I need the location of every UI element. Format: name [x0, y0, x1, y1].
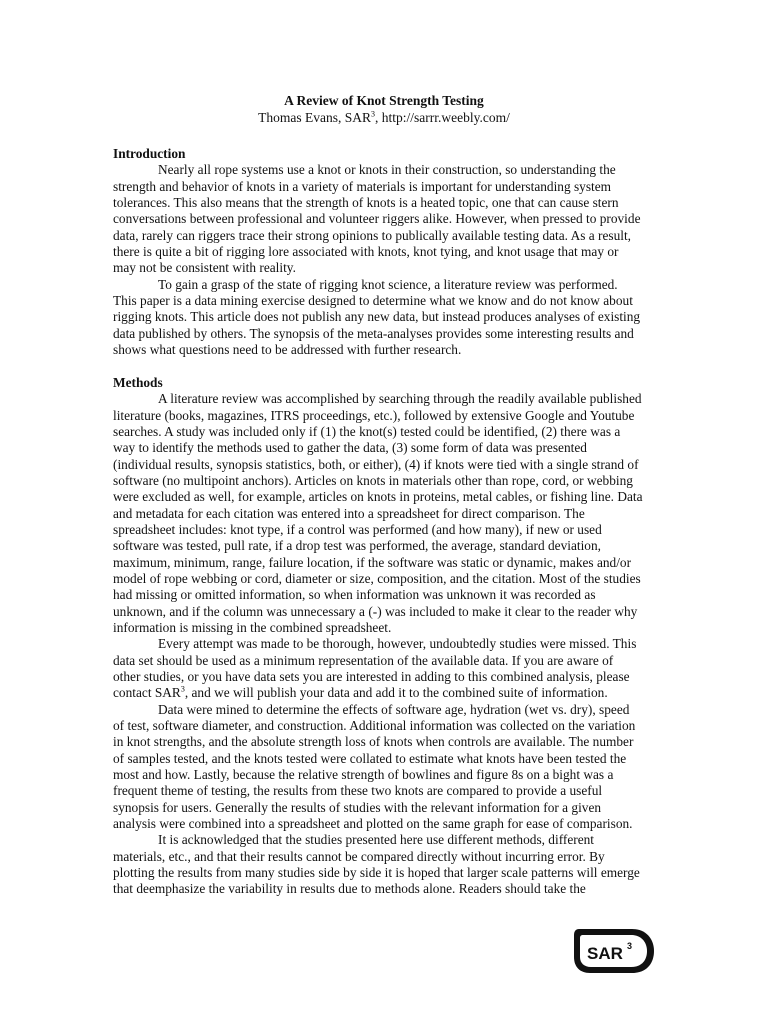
methods-p2-superscript: 3 [180, 684, 185, 694]
methods-paragraph-2 [113, 636, 643, 701]
author-name: Thomas Evans, SAR [258, 110, 372, 125]
introduction-heading: Introduction [113, 146, 186, 161]
author-superscript: 3 [371, 109, 376, 119]
paper-title: A Review of Knot Strength Testing [284, 93, 484, 108]
methods-p2-text-end: , and we will publish your data and add it to the combined suite of information. [184, 685, 608, 701]
methods-paragraph-4: It is acknowledged that the studies presented here use different methods, different materials, etc., and that their results cannot be compared directly without incurring error. By plotting the results from many studies side by side it is hoped that larger scale patterns will emerge that deemphasize the variability in results due to methods alone. Readers should take the [113, 832, 640, 897]
logo-superscript: 3 [627, 941, 633, 951]
introduction-paragraph-1: Nearly all rope systems use a knot or knots in their construction, so understanding the strength and behavior of knots in a variety of materials is important for understanding system tolerances. This also means that the strength of knots is a heated topic, one that can cause stern conversations between professional and volunteer riggers alike. However, when pressed to provide data, rarely can riggers trace their strong opinions to publically available testing data. As a result, there is quite a bit of rigging lore associated with knots, knot tying, and knot usage that may or may not be consistent with reality. [113, 162, 641, 276]
methods-paragraph-3: Data were mined to determine the effects of software age, hydration (wet vs. dry), speed of test, software diameter, and construction. Additional information was collected on the variation in knot strengths, and the absolute strength loss of knots when controls are available. The number of samples tested, and the knots tested were collated to estimate what knots have been tested the most and how. Lastly, because the relative strength of bowlines and figure 8s on a bight was a frequent theme of testing, the results from these two knots are compared to provide a useful synopsis for users. Generally the results of studies with the relevant information for a given analysis were combined into a spreadsheet and plotted on the same graph for ease of comparison. [113, 701, 636, 832]
methods-p2-text: Every attempt was made to be thorough, however, undoubtedly studies were missed. This data set should be used as a minimum representation of the available data. If you are aware of other studies, or you have data sets you are interested in adding to this combined analysis, please contact SAR [113, 636, 637, 701]
logo-text: SAR [587, 944, 623, 963]
paper-body [113, 146, 643, 898]
section-gap [113, 358, 643, 374]
sar3-logo [570, 925, 656, 977]
author-url: , http://sarrr.weebly.com/ [375, 110, 510, 125]
author-line [0, 110, 768, 126]
introduction-paragraph-2: To gain a grasp of the state of rigging knot science, a literature review was performed. This paper is a data mining exercise designed to determine what we know and do not know about rigging knots. This article does not publish any new data, but instead produces analyses of existing data published by others. The synopsis of the meta-analyses provides some interesting results and shows what questions need to be addressed with further research. [113, 276, 641, 358]
methods-heading: Methods [113, 374, 163, 390]
methods-paragraph-1: A literature review was accomplished by searching through the readily available published literature (books, magazines, ITRS proceedings, etc.), followed by extensive Google and Youtube searches. A study was included only if (1) the knot(s) tested could be identified, (2) there was a way to identify the methods used to gather the data, (3) some form of data was presented (individual results, synopsis statistics, both, or either), (4) if knots were tied with a single strand of software (no multipoint anchors). Articles on knots in materials other than rope, cord, or webbing were excluded as well, for example, articles on knots in proteins, metal cables, or fishing line. Data and metadata for each citation was entered into a spreadsheet for direct comparison. The spreadsheet includes: knot type, if a control was performed (and how many), if new or used software was tested, pull rate, if a drop test was performed, the average, standard deviation, maximum, minimum, range, failure location, if the software was static or dynamic, makes and/or model of rope webbing or cord, diameter or size, composition, and the citation. Most of the studies had missing or omitted information, so when information was unknown it was recorded as unknown, and if the column was unnecessary a (-) was included to make it clear to the reader why information is missing in the combined spreadsheet. [113, 391, 643, 635]
